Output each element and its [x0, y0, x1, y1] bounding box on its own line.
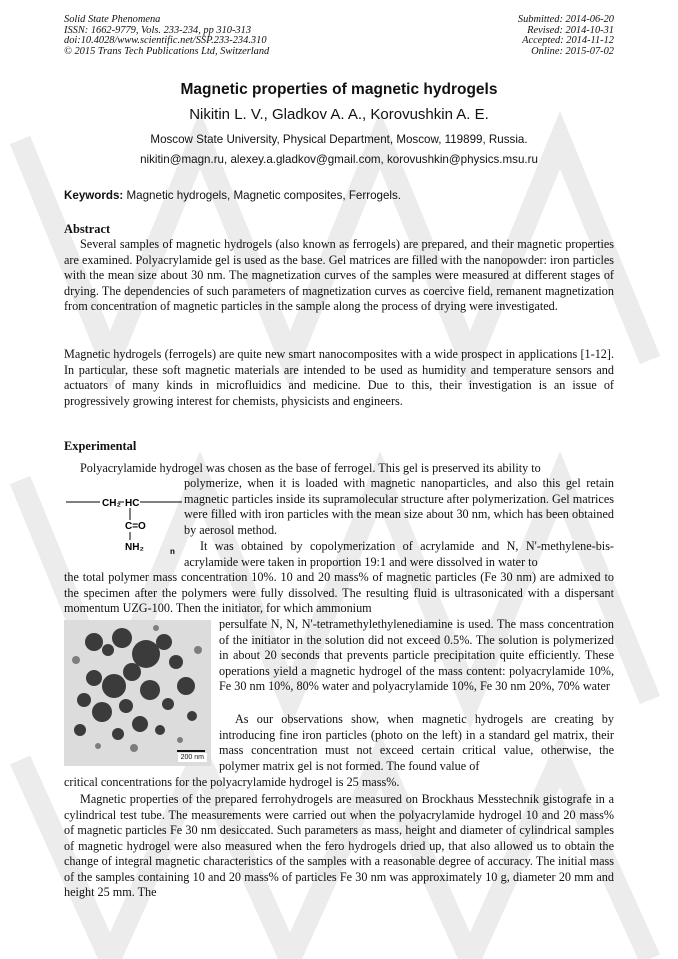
revised-date: Revised: 2014-10-31	[527, 24, 614, 36]
author-list: Nikitin L. V., Gladkov A. A., Korovushkin A. E.	[189, 106, 489, 123]
experimental-p1-wrapped: polymerize, when it is loaded with magnetic nanoparticles, and also this gel retain magnetic particles inside its supramolecular structure after polymerization. Gel matrices were filled with iron particles with the mean size about 30 nm, which has been obtained by aerosol method.	[184, 476, 614, 537]
experimental-p3-wrapped: persulfate N, N, N'-tetramethylethylenediamine is used. The mass concentration of the initiator in the solution did not exceed 0.5%. The solution is polymerized in about 20 seconds that prevents particle precipitation quite efficiently. These operations yield a magnetic hydrogel of the mass content: polyacrylamide 10%, Fe 30 nm 10%, 80% water and polyacrylamide 10%, Fe 30 nm 20%, 70% water	[219, 617, 614, 693]
keywords-label: Keywords:	[64, 189, 124, 202]
experimental-p1-first-line: Polyacrylamide hydrogel was chosen as the base of ferrogel. This gel is preserved its ability to	[80, 461, 541, 475]
issn-line: ISSN: 1662-9779, Vols. 233-234, pp 310-313	[64, 24, 252, 36]
submitted-date: Submitted: 2014-06-20	[517, 14, 614, 25]
iron-particles-image	[64, 620, 211, 766]
experimental-p4-wrapped: As our observations show, when magnetic hydrogels are creating by introducing fine iron particles (photo on the left) in a standard gel matrix, their mass concentration must not exceed certain critical value, otherwise, the polymer matrix gel is not formed. The found value of	[219, 712, 614, 773]
experimental-p2-continued: the total polymer mass concentration 10%. 10 and 20 mass% of magnetic particles (Fe 30 nm) are admixed to the specimen after the polymers were fully dissolved. The resulting fluid is ultrasonicated with a dispersant momentum UZG-100. Then the initiator, for which ammonium	[64, 570, 614, 615]
scale-bar	[177, 750, 205, 752]
polyacrylamide-structure-figure	[64, 488, 182, 558]
header-dates	[518, 15, 614, 57]
header-publication-info	[64, 15, 269, 57]
experimental-p5: Magnetic properties of the prepared ferrohydrogels are measured on Brockhaus Messtechnik gistografe in a cylindrical test tube. The measurements were carried out when the polyacrylamide hydrogel 10 and 20 mass% of magnetic particles Fe 30 nm desiccated. Such parameters as mass, height and diameter of cylindrical samples of magnetic hydrogel were also measured when the fero hydrogels dried up, that also allowed us to obtain the change of integral magnetic characteristics of the samples with a reasonable degree of accuracy. The initial mass of the samples containing 10 and 20 mass% of particles Fe 30 nm was approximately 10 g, diameter 20 mm and height 25 mm. The	[64, 792, 614, 899]
accepted-date: Accepted: 2014-11-12	[522, 35, 614, 47]
ch2-label: CH₂	[102, 498, 121, 509]
doi-link[interactable]: doi:10.4028/www.scientific.net/SSP.233-234.310	[64, 35, 267, 47]
nh2-label: NH₂	[125, 542, 144, 553]
repeat-n-label: n	[170, 547, 175, 556]
paper-title: Magnetic properties of magnetic hydrogels	[180, 81, 498, 98]
experimental-heading: Experimental	[64, 439, 137, 453]
journal-name: Solid State Phenomena	[64, 14, 161, 25]
co-label: C=O	[125, 521, 146, 532]
experimental-p4-continued: critical concentrations for the polyacrylamide hydrogel is 25 mass%.	[64, 775, 400, 789]
tem-micrograph	[64, 620, 211, 766]
hc-label: HC	[125, 498, 140, 509]
keywords-text: Magnetic hydrogels, Magnetic composites, Ferrogels.	[123, 189, 402, 202]
online-date: Online: 2015-07-02	[531, 45, 614, 57]
affiliation: Moscow State University, Physical Department, Moscow, 119899, Russia.	[150, 133, 528, 146]
scale-bar-label: 200 nm	[178, 753, 207, 762]
abstract-text: Several samples of magnetic hydrogels (also known as ferrogels) are prepared, and their magnetic properties are examined. Polyacrylamide gel is used as the base. Gel matrices are filled with the nanopowder: iron particles with the mean size about 30 nm. The magnetization curves of the samples were measured at different stages of drying. The dependencies of such parameters of magnetization curves as coercive field, remanent magnetization from concentration of magnetic particles in the sample along the process of drying were investigated.	[64, 237, 614, 313]
copyright-line: © 2015 Trans Tech Publications Ltd, Switzerland	[64, 45, 270, 57]
intro-paragraph: Magnetic hydrogels (ferrogels) are quite new smart nanocomposites with a wide prospect in applications [1-12]. In particular, these soft magnetic materials are intended to be used as humidity and temperature sensors and actuators of many kinds in microfluidics and medicine. Due to this, their investigation is an issue of progressively growing interest for chemists, physicists and engineers.	[64, 347, 614, 408]
keywords-line	[64, 189, 401, 202]
abstract-heading: Abstract	[64, 222, 111, 236]
experimental-p2-wrapped: It was obtained by copolymerization of acrylamide and N, N'-methylene-bis-acrylamide were taken in proportion 19:1 and were dissolved in water to	[184, 539, 614, 569]
author-emails[interactable]: nikitin@magn.ru, alexey.a.gladkov@gmail.com, korovushkin@physics.msu.ru	[140, 153, 538, 166]
